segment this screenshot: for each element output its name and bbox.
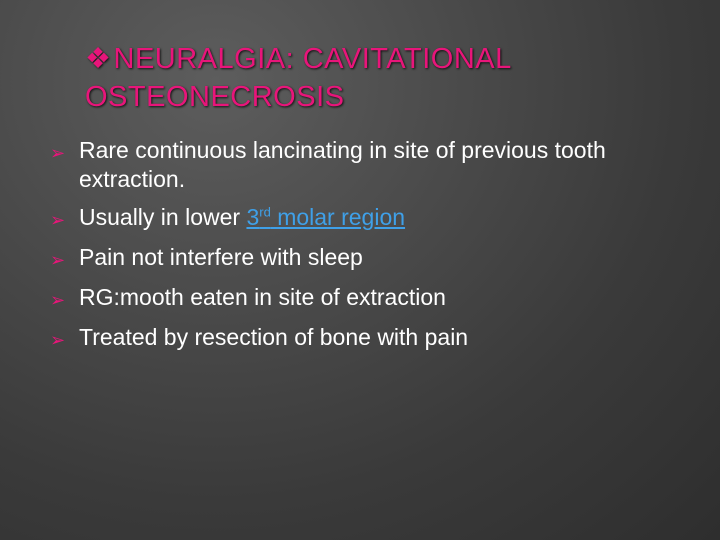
link-text-rest: molar region xyxy=(270,204,406,230)
bullet-item xyxy=(50,203,690,232)
arrow-bullet-icon: ➢ xyxy=(50,210,66,230)
link-text: 3 xyxy=(246,204,260,230)
arrow-bullet-icon: ➢ xyxy=(50,330,66,350)
diamond-bullet-icon: ❖ xyxy=(85,43,112,75)
arrow-bullet-icon: ➢ xyxy=(50,250,66,270)
bullet-list xyxy=(50,136,690,363)
bullet-text: Treated by resection of bone with pain xyxy=(79,324,469,350)
molar-region-link[interactable] xyxy=(246,204,405,230)
slide-title xyxy=(85,40,645,116)
bullet-item xyxy=(50,136,690,194)
arrow-bullet-icon: ➢ xyxy=(50,290,66,310)
bullet-text: Usually in lower xyxy=(79,204,247,230)
bullet-item xyxy=(50,323,690,352)
bullet-text: RG:mooth eaten in site of extraction xyxy=(79,284,446,310)
bullet-item xyxy=(50,283,690,312)
bullet-text: Rare continuous lancinating in site of previous tooth extraction. xyxy=(79,137,606,192)
bullet-item xyxy=(50,243,690,272)
bullet-text: Pain not interfere with sleep xyxy=(79,244,363,270)
arrow-bullet-icon: ➢ xyxy=(50,143,66,163)
link-superscript: rd xyxy=(259,204,271,220)
title-text: NEURALGIA: CAVITATIONAL OSTEONECROSIS xyxy=(85,43,511,113)
